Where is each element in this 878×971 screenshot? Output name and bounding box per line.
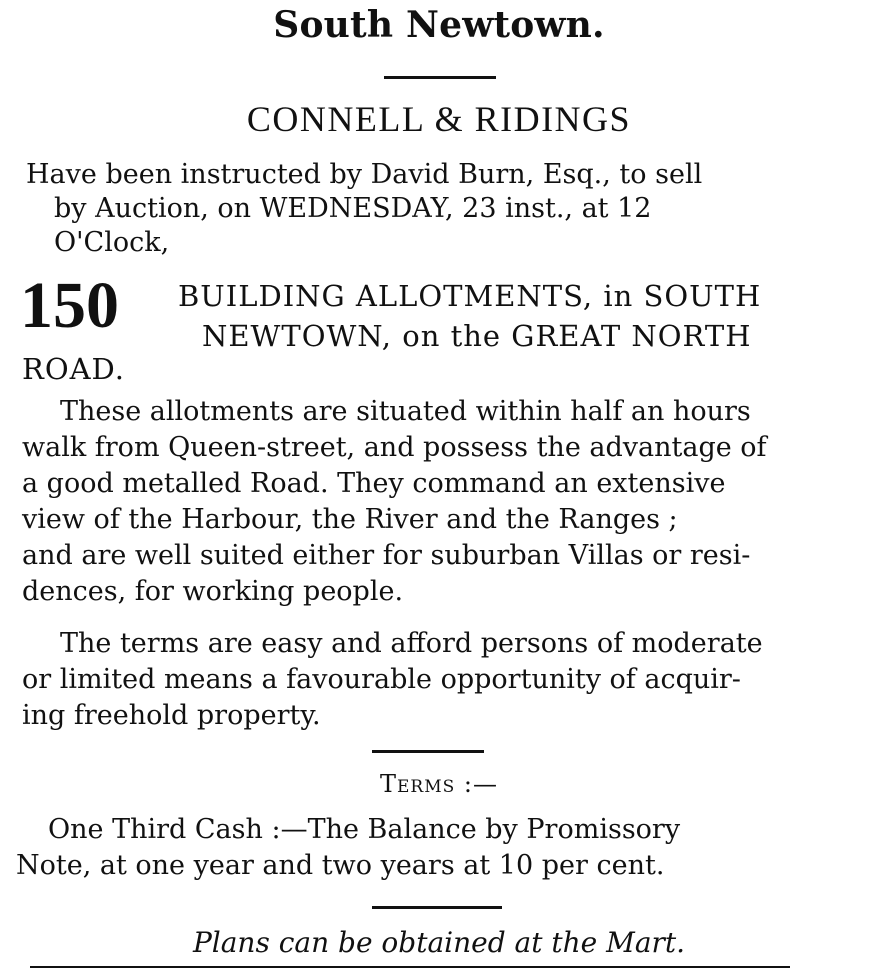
terms-line-1: One Third Cash :—The Balance by Promissory <box>48 814 681 845</box>
description-line-2: walk from Queen-street, and possess the advantage of <box>22 432 767 463</box>
terms-paragraph <box>22 626 866 734</box>
divider-top <box>384 76 496 79</box>
lot-number: 150 <box>20 269 119 342</box>
lot-line-2: NEWTOWN, on the GREAT NORTH <box>202 319 752 353</box>
firm-name: CONNELL & RIDINGS <box>246 99 632 139</box>
terms-para-line-3: ing freehold property. <box>22 700 321 731</box>
lot-description <box>178 276 866 356</box>
description-line-4: view of the Harbour, the River and the Ranges ; <box>22 504 678 535</box>
divider-middle <box>372 750 484 753</box>
description-line-3: a good metalled Road. They command an extensive <box>22 468 726 499</box>
footer-text: Plans can be obtained at the Mart. <box>192 926 686 959</box>
terms-details <box>16 812 866 884</box>
intro-line-2: by Auction, on WEDNESDAY, 23 inst., at 12 <box>54 193 652 224</box>
terms-line-2: Note, at one year and two years at 10 per cent. <box>16 850 665 881</box>
description-line-6: dences, for working people. <box>22 576 404 607</box>
lot-line-1: BUILDING ALLOTMENTS, in SOUTH <box>178 279 762 313</box>
divider-bottom <box>372 906 502 909</box>
lot-line-3: ROAD. <box>22 352 125 386</box>
description-line-5: and are well suited either for suburban Villas or resi- <box>22 540 751 571</box>
intro-line-3: O'Clock, <box>54 227 170 258</box>
description-paragraph <box>22 394 866 610</box>
headline: South Newtown. <box>273 4 605 46</box>
intro-text <box>22 158 866 260</box>
terms-para-line-2: or limited means a favourable opportunity of acquir- <box>22 664 741 695</box>
intro-line-1: Have been instructed by David Burn, Esq., to sell <box>26 159 703 190</box>
bottom-border <box>30 966 790 968</box>
description-line-1: These allotments are situated within half an hours <box>60 396 751 427</box>
terms-heading: Terms :— <box>380 770 498 798</box>
terms-para-line-1: The terms are easy and afford persons of moderate <box>60 628 763 659</box>
